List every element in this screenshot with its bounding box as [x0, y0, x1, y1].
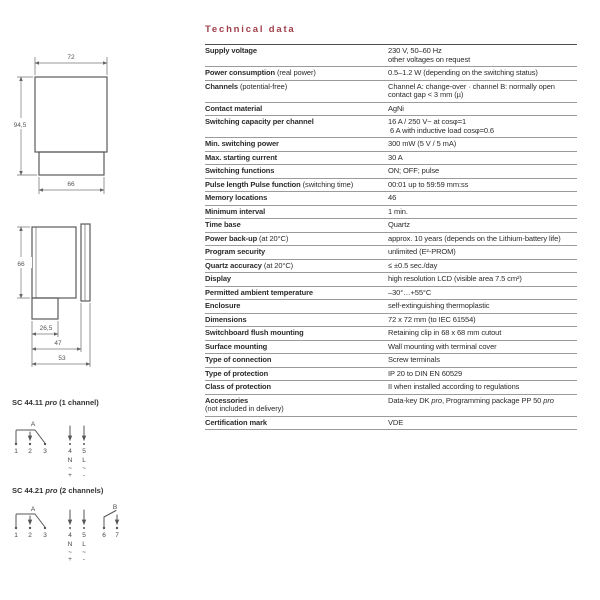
spec-label: Switching functions: [205, 166, 275, 175]
spec-value: Retaining clip in 68 x 68 mm cutout: [388, 328, 502, 337]
channel-a-label: A: [30, 506, 36, 513]
spec-value: 300 mW (5 V / 5 mA): [388, 139, 457, 148]
spec-value: IP 20 to DIN EN 60529: [388, 368, 463, 378]
spec-label: Quartz accuracy (at 20°C): [205, 260, 294, 270]
spec-value: 0.5–1.2 W (depending on the switching status): [388, 68, 538, 77]
device-side-base: [32, 298, 58, 319]
spec-label: Contact material: [205, 103, 263, 113]
channel-b-label: B: [112, 504, 118, 511]
table-row: [205, 341, 577, 355]
spec-value: 72 x 72 mm (to IEC 61554): [388, 314, 476, 324]
spec-label: Power consumption (real power): [205, 68, 316, 77]
dimension-label-depth-box: 26,5: [39, 325, 53, 332]
spec-label: Max. starting current: [205, 152, 278, 162]
page-title: Technical data: [205, 24, 296, 35]
spec-label: Supply voltage: [205, 46, 257, 55]
minus-symbol: -: [82, 556, 86, 563]
model-name: SC 44.11: [12, 398, 43, 407]
terminal-number: 4: [68, 448, 72, 455]
technical-data-section: [205, 24, 577, 430]
dimension-label-depth-total: 53: [58, 355, 66, 362]
terminal-number: 3: [43, 448, 47, 455]
device-front-body: [35, 77, 107, 152]
spec-value: 230 V, 50–60 Hz other voltages on request: [388, 46, 471, 64]
neutral-label: N: [67, 541, 73, 548]
wiring-diagram-sc4421: [10, 502, 135, 568]
spec-label: Dimensions: [205, 314, 247, 324]
side-view-drawing: [8, 210, 128, 385]
table-row: [205, 233, 577, 247]
ac-symbol: ~: [82, 549, 86, 556]
wiring-diagram-sc4411: [10, 416, 110, 480]
spec-label: Min. switching power: [205, 139, 279, 148]
table-row: [205, 300, 577, 314]
table-row: [205, 206, 577, 220]
table-row: [205, 179, 577, 193]
spec-label: Display: [205, 274, 231, 283]
terminal-number: 5: [82, 448, 86, 455]
table-row: [205, 287, 577, 301]
spec-label: Enclosure: [205, 301, 241, 310]
terminal-number: 2: [28, 532, 32, 539]
spec-value: Channel A: change-over · channel B: normally open contact gap < 3 mm (µ): [388, 81, 555, 99]
spec-value: II when installed according to regulations: [388, 382, 520, 391]
minus-symbol: -: [82, 472, 86, 479]
spec-label: Pulse length Pulse function (switching time): [205, 179, 354, 189]
spec-value: approx. 10 years (depends on the Lithium-battery life): [388, 233, 561, 243]
spec-label: Minimum interval: [205, 206, 266, 216]
spec-label: Type of protection: [205, 368, 269, 378]
spec-value: self-extinguishing thermoplastic: [388, 301, 490, 310]
plus-symbol: +: [68, 556, 72, 563]
dimension-label-width-bottom: 66: [67, 181, 75, 188]
table-row: [205, 67, 577, 81]
spec-value: 30 A: [388, 152, 403, 162]
table-row: [205, 45, 577, 67]
model-name: SC 44.21: [12, 486, 44, 495]
terminal-number: 5: [82, 532, 86, 539]
device-front-base: [39, 152, 104, 175]
terminal-number: 6: [102, 532, 106, 539]
spec-label: Switchboard flush mounting: [205, 328, 304, 337]
table-row: [205, 165, 577, 179]
spec-value: Wall mounting with terminal cover: [388, 341, 497, 351]
table-row: [205, 260, 577, 274]
dimension-label-side-height: 66: [17, 261, 25, 268]
spec-label: Surface mounting: [205, 341, 268, 351]
table-row: [205, 273, 577, 287]
table-row: [205, 327, 577, 341]
line-label: L: [82, 541, 86, 548]
terminal-number: 3: [43, 532, 47, 539]
spec-value: Quartz: [388, 220, 410, 229]
spec-value: AgNi: [388, 103, 404, 113]
spec-label: Time base: [205, 220, 241, 229]
spec-label: Certification mark: [205, 417, 267, 427]
terminal-number: 7: [115, 532, 119, 539]
dimension-label-width-top: 72: [67, 54, 75, 61]
spec-label: Power back-up (at 20°C): [205, 233, 289, 243]
spec-value: 46: [388, 193, 397, 202]
spec-label: Type of connection: [205, 355, 272, 364]
table-row: [205, 417, 577, 431]
table-row: [205, 138, 577, 152]
spec-value: unlimited (E²-PROM): [388, 247, 456, 256]
spec-value: ≤ ±0.5 sec./day: [388, 260, 438, 270]
plus-symbol: +: [68, 472, 72, 479]
table-row: [205, 116, 577, 138]
normally-open-contact-symbol: [104, 511, 116, 529]
spec-label: Accessories (not included in delivery): [205, 395, 284, 413]
ac-symbol: ~: [68, 465, 72, 472]
terminal-number: 1: [14, 532, 18, 539]
table-row: [205, 354, 577, 368]
device-side-front-panel: [81, 224, 90, 301]
channel-a-label: A: [30, 421, 36, 428]
device-side-body: [32, 227, 76, 298]
spec-value: 16 A / 250 V~ at cosφ=1 6 A with inductive load cosφ=0.6: [388, 117, 495, 135]
spec-value: Screw terminals: [388, 355, 440, 364]
spec-label: Permitted ambient temperature: [205, 287, 313, 297]
spec-value: ON; OFF; pulse: [388, 166, 440, 175]
spec-value: Data-key DK pro, Programming package PP 50 pro: [388, 395, 554, 405]
spec-label: Class of protection: [205, 382, 272, 391]
spec-value: 00:01 up to 59:59 mm:ss: [388, 179, 469, 189]
dimension-label-depth-mid: 47: [54, 340, 62, 347]
table-row: [205, 81, 577, 103]
spec-value: high resolution LCD (visible area 7.5 cm²): [388, 274, 522, 283]
wiring-title-sc4421: [12, 486, 103, 495]
dimension-label-height: 94,5: [13, 122, 27, 129]
model-suffix-pro: pro: [45, 486, 58, 495]
table-row: [205, 395, 577, 417]
table-row: [205, 368, 577, 382]
spec-value: –30°…+55°C: [388, 287, 432, 297]
spec-value: 1 min.: [388, 206, 408, 216]
front-view-drawing: [8, 46, 128, 198]
neutral-label: N: [67, 457, 73, 464]
ac-symbol: ~: [68, 549, 72, 556]
line-label: L: [82, 457, 86, 464]
spec-label: Memory locations: [205, 193, 268, 202]
table-row: [205, 103, 577, 117]
wiring-title-sc4411: [12, 398, 99, 407]
table-row: [205, 192, 577, 206]
table-row: [205, 246, 577, 260]
terminal-number: 4: [68, 532, 72, 539]
spec-value: VDE: [388, 417, 404, 427]
terminal-number: 1: [14, 448, 18, 455]
table-row: [205, 381, 577, 395]
spec-label: Switching capacity per channel: [205, 117, 314, 126]
channel-count-note: (2 channels): [59, 486, 104, 495]
model-suffix-pro: pro: [44, 398, 58, 407]
spec-label: Program security: [205, 247, 266, 256]
table-row: [205, 219, 577, 233]
table-row: [205, 152, 577, 166]
table-row: [205, 314, 577, 328]
terminal-number: 2: [28, 448, 32, 455]
channel-count-note: (1 channel): [59, 398, 99, 407]
ac-symbol: ~: [82, 465, 86, 472]
technical-data-table: [205, 44, 577, 430]
spec-label: Channels (potential-free): [205, 81, 288, 91]
